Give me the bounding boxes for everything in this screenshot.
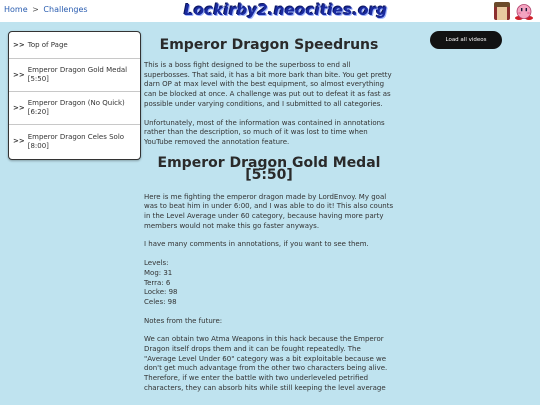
breadcrumb-current-link[interactable]: Challenges (43, 5, 88, 14)
levels-list (144, 259, 394, 308)
kirby-sprite-icon (514, 3, 534, 20)
breadcrumb (4, 5, 88, 14)
character-sprite-icon (494, 2, 510, 20)
sidebar-arrow-icon: >> (13, 103, 25, 112)
breadcrumb-home-link[interactable]: Home (4, 5, 28, 14)
page-title: Emperor Dragon Speedruns (159, 37, 379, 53)
sidebar-arrow-icon: >> (13, 70, 25, 79)
sidebar-item-top-of-page[interactable] (9, 32, 140, 59)
sidebar-item-label: Emperor Dragon Celes Solo [8:00] (27, 132, 125, 150)
sidebar-arrow-icon: >> (13, 137, 25, 145)
section-paragraph-1: Here is me fighting the emperor dragon made by LordEnvoy. My goal was to beat him in under 6:00, and I was able to do it! This also counts in the Level Average under 60 category, because having more party members would not make this go faster anyways. (144, 192, 394, 230)
table-of-contents (8, 31, 141, 160)
level-entry: Terra: 6 (144, 278, 171, 287)
sidebar-item-label: Emperor Dragon (No Quick) [6:20] (27, 99, 125, 116)
sidebar-item-label: Top of Page (27, 40, 68, 49)
notes-label: Notes from the future: (144, 316, 223, 325)
section-paragraph-2: I have many comments in annotations, if you want to see them. (144, 240, 369, 249)
load-all-videos-button[interactable]: Load all videos (430, 31, 502, 49)
level-entry: Mog: 31 (144, 268, 173, 277)
sidebar-item-celes-solo[interactable] (9, 125, 140, 158)
level-entry: Celes: 98 (144, 297, 177, 306)
sidebar-item-no-quick[interactable] (9, 92, 140, 125)
levels-label: Levels: (144, 259, 169, 268)
top-bar (0, 0, 540, 22)
sidebar-item-gold-medal[interactable] (9, 59, 140, 92)
intro-paragraph-1: This is a boss fight designed to be the superboss to end all superbosses. That said, it has a bit more bark than bite. You get pretty darn OP at max level with the best equipment, so almost everything can be blocked at once. A challenge was put out to defeat it as fast as possible under varying conditions, and I submitted to all categories. (144, 61, 392, 108)
intro-paragraph-2: Unfortunately, most of the information was contained in annotations rather than the description, so much of it was lost to time when YouTube removed the annotation feature. (144, 118, 385, 146)
section-title-gold-medal: Emperor Dragon Gold Medal [5:50] (157, 154, 381, 183)
sidebar-item-label: Emperor Dragon Gold Medal [5:50] (27, 66, 128, 83)
sidebar-arrow-icon: >> (13, 40, 25, 49)
level-entry: Locke: 98 (144, 288, 178, 297)
site-logo[interactable]: Lockirby2.neocities.org (184, 1, 388, 19)
breadcrumb-separator: > (32, 5, 39, 14)
main-content (144, 31, 394, 403)
section-paragraph-3: We can obtain two Atma Weapons in this hack because the Emperor Dragon itself drops them and it can be fought repeatedly. The "Average Level Under 60" category was a bit exploitable because we don't get much advantage from the other two characters being alive. Therefore, if we enter the battle with two underleveled petrified characters, they can absorb hits while still keeping the level average (144, 335, 388, 392)
